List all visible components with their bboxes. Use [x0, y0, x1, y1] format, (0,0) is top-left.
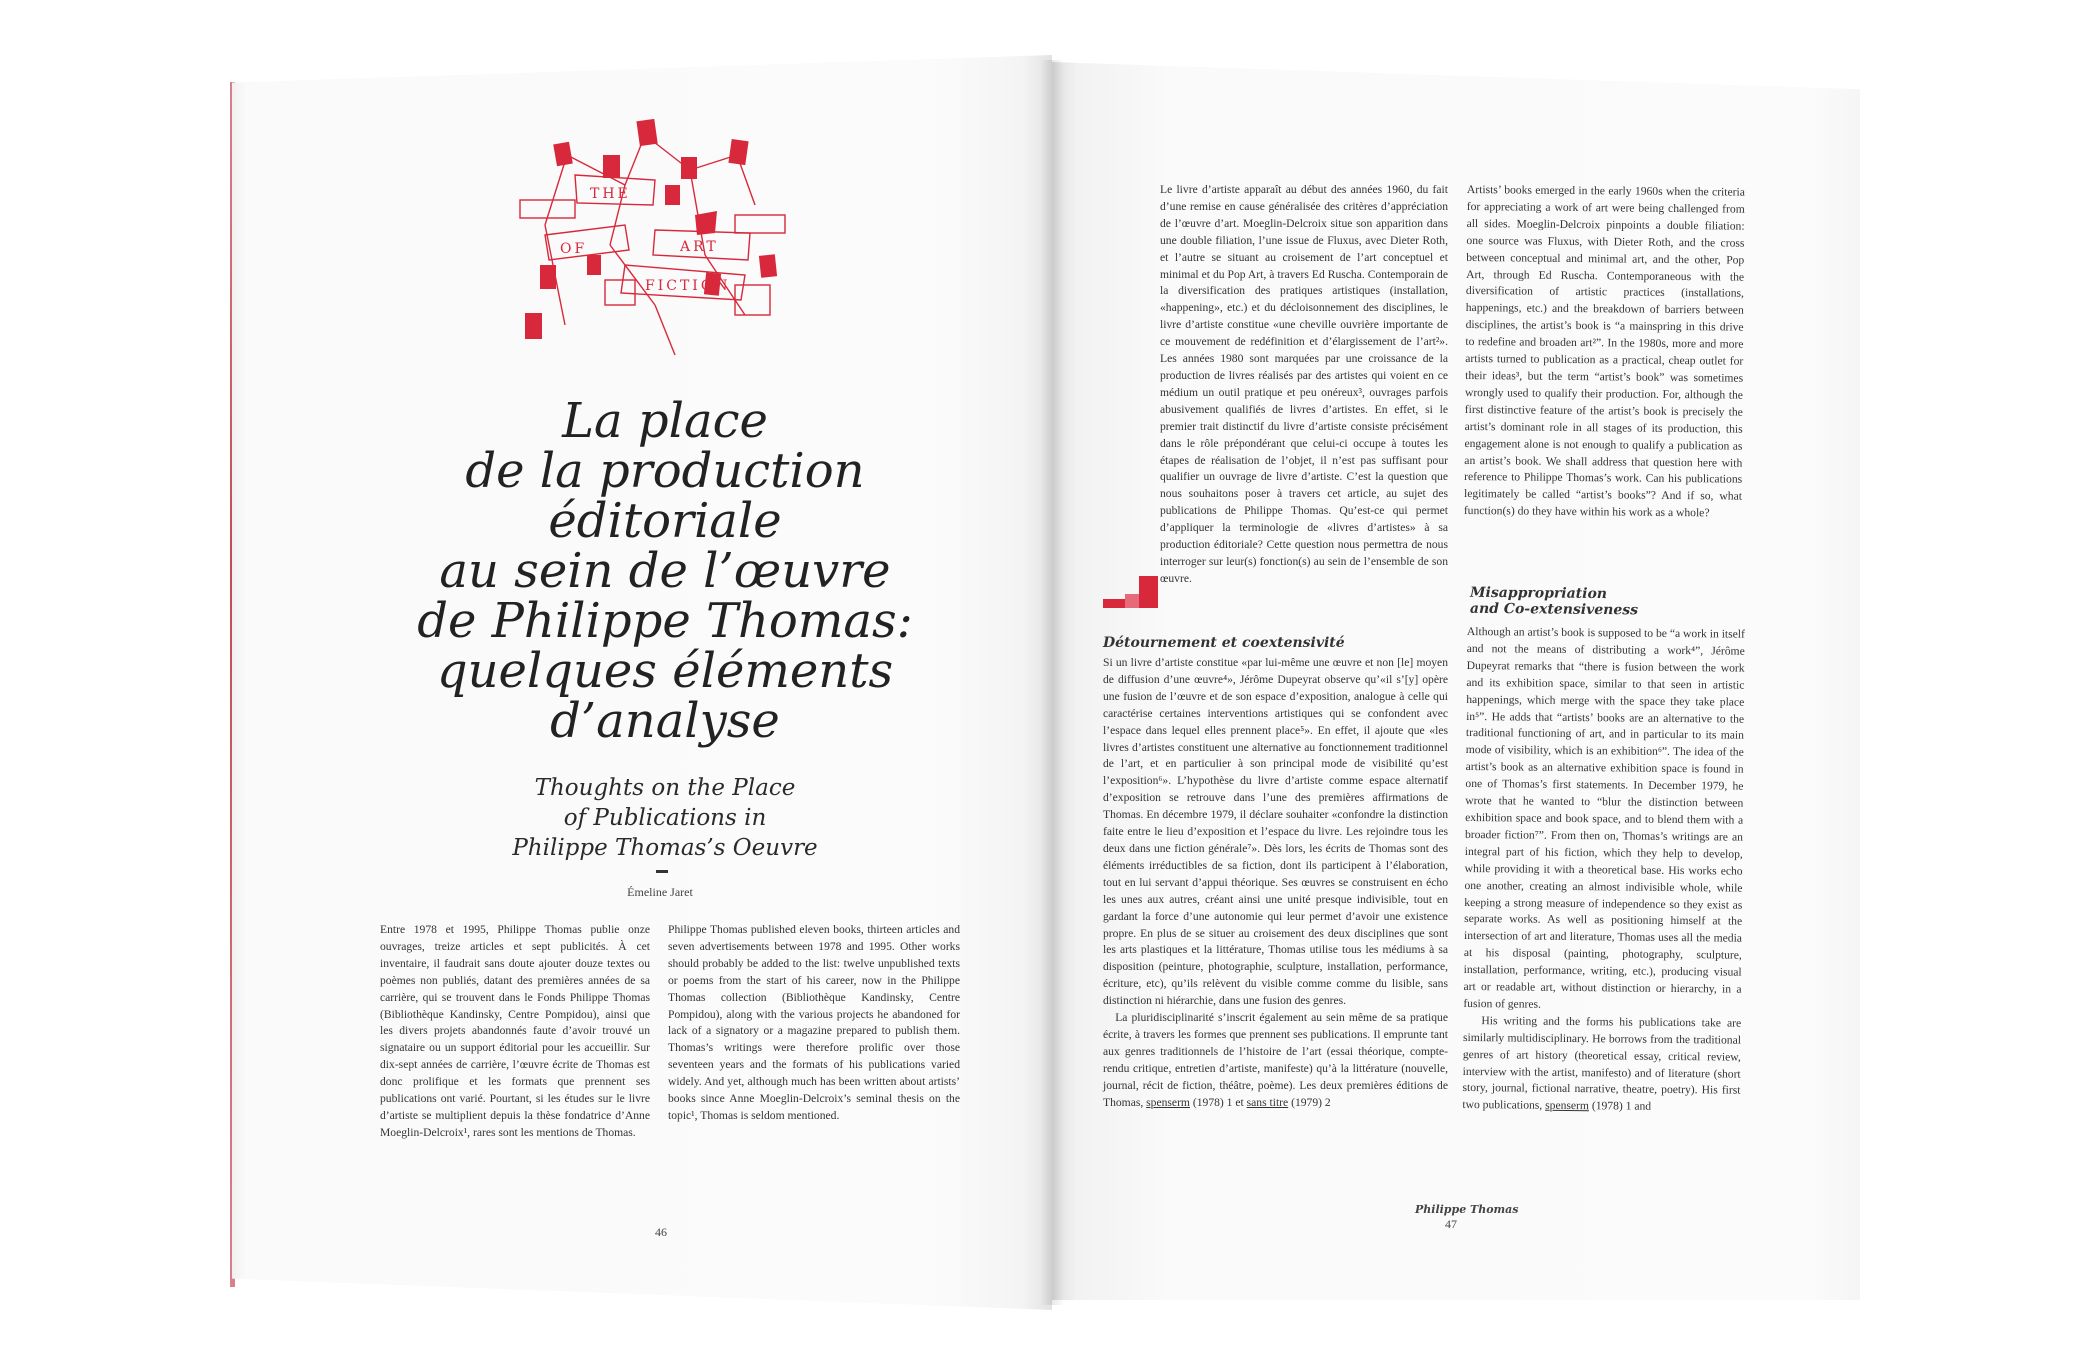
- paragraph-text: Although an artist’s book is supposed to be “a work in itself and not the means of distributing a work⁴”, Jérôme Dupeyrat remarks that “there is fusion between the work and its exhibition space, similar to that seen in artistic happenings, which merge with the space they take place in⁵”. He adds that “artists’ books are an alternative to the traditional functioning of art, and in particular to its main mode of visibility, which is an exhibition⁶”. The idea of the artist’s book as an alternative exhibition space is found in one of Thomas’s first statements. In December 1979, he wrote that he wanted to “blur the distinction between exhibition space and book space, and to blend them with a broader fiction⁷”. From then on, Thomas’s writings are an integral part of his fiction, which they help to develop, while providing it with a theoretical base. His works echo one another, creating an almost indivisible whole, while keeping a strong measure of independence so they exist as separate works. As well as positioning himself at the intersection of art and literature, Thomas uses all the media at his disposal (painting, photography, sculpture, installation, performance, writing, etc.), producing visual art or readable art, without distinction or hierarchy, in a fusion of genres.: [1463, 624, 1745, 1011]
- title-line: éditoriale: [548, 493, 782, 549]
- body-column-fr-section: [1103, 655, 1448, 1111]
- work-title-spenserm: spenserm: [1146, 1095, 1190, 1109]
- book-gutter: [1040, 60, 1064, 1305]
- title-line: de Philippe Thomas:: [417, 593, 913, 649]
- illus-word-of: OF: [560, 241, 588, 257]
- body-column-fr: Entre 1978 et 1995, Philippe Thomas publie onze ouvrages, treize articles et sept publicités. À cet inventaire, il faudrait sans doute ajouter douze textes ou poèmes non publiés, datant des premières années de sa carrière, qui se trouvent dans le Fonds Philippe Thomas (Bibliothèque Kandinsky, Centre Pompidou), ainsi que les divers projets abandonnés faute d’avoir trouvé un signataire ou un support éditorial pour les accueillir. Sur dix-sept années de carrière, l’œuvre écrite de Thomas est donc prolifique et les formats que prennent ses publications ont varié. Pourtant, si les études sur le livre d’artiste se multiplient depuis la thèse fondatrice d’Anne Moeglin-Delcroix¹, rares sont les mentions de Thomas.: [380, 923, 650, 1139]
- running-head: Philippe Thomas: [1415, 1203, 1519, 1216]
- title-divider: [656, 870, 668, 873]
- illus-word-art: ART: [680, 239, 719, 255]
- subtitle-line: Philippe Thomas’s Oeuvre: [512, 835, 818, 861]
- paragraph-text: (1979) 2: [1291, 1095, 1331, 1109]
- illus-word-fiction: FICTION: [645, 278, 731, 294]
- paragraph-text: (1978) 1 et: [1192, 1095, 1244, 1109]
- title-line: de la production: [465, 443, 865, 499]
- page-number-left: 46: [655, 1225, 667, 1239]
- title-line: quelques éléments: [436, 643, 894, 699]
- body-column-fr-intro: Le livre d’artiste apparaît au début des années 1960, du fait d’une remise en cause généralisée des critères d’appréciation de l’œuvre d’art. Moeglin-Delcroix situe son apparition dans une double filiation, l’une issue de Fluxus, avec Dieter Roth, et l’autre se situant au croisement de l’art conceptuel et minimal et du Pop Art, à travers Ed Ruscha. Contemporain de la diversification des pratiques artistiques (installation, «happening», etc.) et du décloisonnement des disciplines, le livre d’artiste constitue «une cheville ouvrière importante de ce mouvement de redéfinition et d’élargissement de l’art²». Les années 1980 sont marquées par une croissance de la production de livres réalisés par des artistes qui voient en ce médium un outil pratique et peu onéreux³, ouvrages parfois abusivement qualifiés de livres d’artistes. En effet, si le premier trait distinctif du livre d’artiste consiste précisément dans le rôle prépondérant que celui-ci occupe à toutes les étapes de réalisation de l’objet, il n’est pas suffisant pour qualifier un ouvrage de livre d’artiste. C’est la question que nous souhaitons poser à travers cet article, au sujet des publications de Philippe Thomas. Qu’est-ce qui permet d’appliquer la terminologie de «livres d’artistes» à sa production éditoriale? Cette question nous permettra de nous interroger sur leur(s) fonction(s) au sein de l’ensemble de son œuvre.: [1160, 183, 1448, 585]
- body-column-en-intro: Artists’ books emerged in the early 1960s when the criteria for appreciating a work of art were being challenged from all sides. Moeglin-Delcroix pinpoints a double filiation: one source was Fluxus, with Dieter Roth, and the cross between conceptual and minimal art, and the other, Pop Art, through Ed Ruscha. Contemporaneous with the diversification of artistic practices (installations, happenings, etc.) and the breakdown of barriers between disciplines, the artist’s book is “a mainspring in this drive to redefine and broaden art²”. In the 1980s, more and more artists turned to publication as a practical, cheap outlet for their ideas³, but the term “artist’s book” was sometimes wrongly used to qualify their production. For, although the first distinctive feature of the artist’s book is precisely the artist’s dominant role in all stages of its production, this engagement alone is not enough to qualify a publication as an artist’s book. We shall address that question here with reference to Philippe Thomas’s work. Can his publications legitimately be called “artist’s books”? And if so, what function(s) do they have within his work as a whole?: [1463, 182, 1745, 520]
- subtitle-line: Thoughts on the Place: [534, 775, 796, 801]
- paragraph-text: La pluridisciplinarité s’inscrit également au sein même de sa pratique écrite, à travers les formes que prennent ses publications. Il emprunte tant aux genres traditionnels de l’histoire de l’art (essai théorique, compte-rendu critique, entretien d’artiste, manifeste) qu’à la littérature (nouvelle, journal, récit de fiction, théâtre, poème). Les deux premières éditions de Thomas,: [1103, 1011, 1448, 1109]
- paragraph-text: His writing and the forms his publications take are similarly multidisciplinary. He borrows from the traditional genres of art history (theoretical essay, critical review, interview with the artist, manifesto) and of literature (short story, journal, fictional narrative, theatre, poetry). His first two publications,: [1462, 1014, 1742, 1113]
- decorative-squares: [1103, 572, 1158, 608]
- section-heading-fr: Détournement et coextensivité: [1103, 635, 1345, 651]
- page-number-right: 47: [1445, 1217, 1457, 1231]
- heading-line: Misappropriation: [1470, 584, 1608, 603]
- body-column-en: Philippe Thomas published eleven books, thirteen articles and seven advertisements between 1978 and 1995. Other works should probably be added to the list: twelve unpublished texts or poems from the start of his career, now in the Philippe Thomas collection (Bibliothèque Kandinsky, Centre Pompidou), along with the various projects he abandoned for lack of a signatory or a magazine prepared to publish them. Thomas’s writings were therefore prolific over those seventeen years and the formats of his publications varied widely. And yet, although much has been written about artists’ books since Anne Moeglin-Delcroix’s seminal thesis on the topic¹, Thomas is seldom mentioned.: [668, 923, 960, 1122]
- title-line: La place: [562, 393, 768, 449]
- title-line: au sein de l’œuvre: [439, 543, 891, 599]
- section-heading-en: [1470, 585, 1730, 619]
- paragraph-text: (1978) 1 and: [1591, 1099, 1652, 1114]
- article-title: [395, 393, 935, 749]
- subtitle-line: of Publications in: [563, 805, 767, 831]
- work-title-sans-titre: sans titre: [1246, 1095, 1289, 1109]
- title-line: d’analyse: [550, 693, 780, 749]
- heading-line: and Co-extensiveness: [1469, 600, 1639, 619]
- article-subtitle: [470, 773, 860, 863]
- illus-word-the: THE: [590, 186, 631, 202]
- paragraph-text: Si un livre d’artiste constitue «par lui-même une œuvre et non [le] moyen de diffusion d’une œuvre⁴», Jérôme Dupeyrat observe qu’«il s’[y] opère une fusion de l’œuvre et de son espace d’exposition, analogue à celle qui caractérise certaines interventions artistiques qui se confondent avec l’espace dans lequel elles prennent place⁵». En effet, il ajoute que «les livres d’artistes constituent une alternative au fonctionnement traditionnel de l’art, et en particulier à son principal mode de visibilité qu’est l’exposition⁶». L’hypothèse du livre d’artiste comme espace alternatif d’exposition se retrouve dans l’une des premières affirmations de Thomas. En décembre 1979, il déclare souhaiter «confondre la distinction faite entre le lieu d’exposition et l’espace du livre. Les rejoindre tous les deux dans une fiction générale⁷». Dès lors, les écrits de Thomas sont des éléments irréductibles de sa fiction, dont ils participent à l’élaboration, tout en lui servant d’appui théorique. Ses œuvres se construisent en écho les unes aux autres, créant ainsi une unité presque indivisible, tout en gardant la force d’une autonomie qui leur permet d’avoir une existence propre. En plus de se situer au croisement des deux disciplines que sont les arts plastiques et la littérature, Thomas utilise tous les médiums à sa disposition (peinture, photographie, sculpture, installation, performance, écriture, etc), qu’ils relèvent du visible comme comme du lisible, sans distinction ni hiérarchie, dans une fusion des genres.: [1103, 656, 1448, 1008]
- body-column-en-section: [1462, 624, 1745, 1117]
- art-of-fiction-illustration: [505, 115, 805, 365]
- author-name: Émeline Jaret: [627, 885, 693, 899]
- work-title-spenserm: spenserm: [1545, 1099, 1590, 1113]
